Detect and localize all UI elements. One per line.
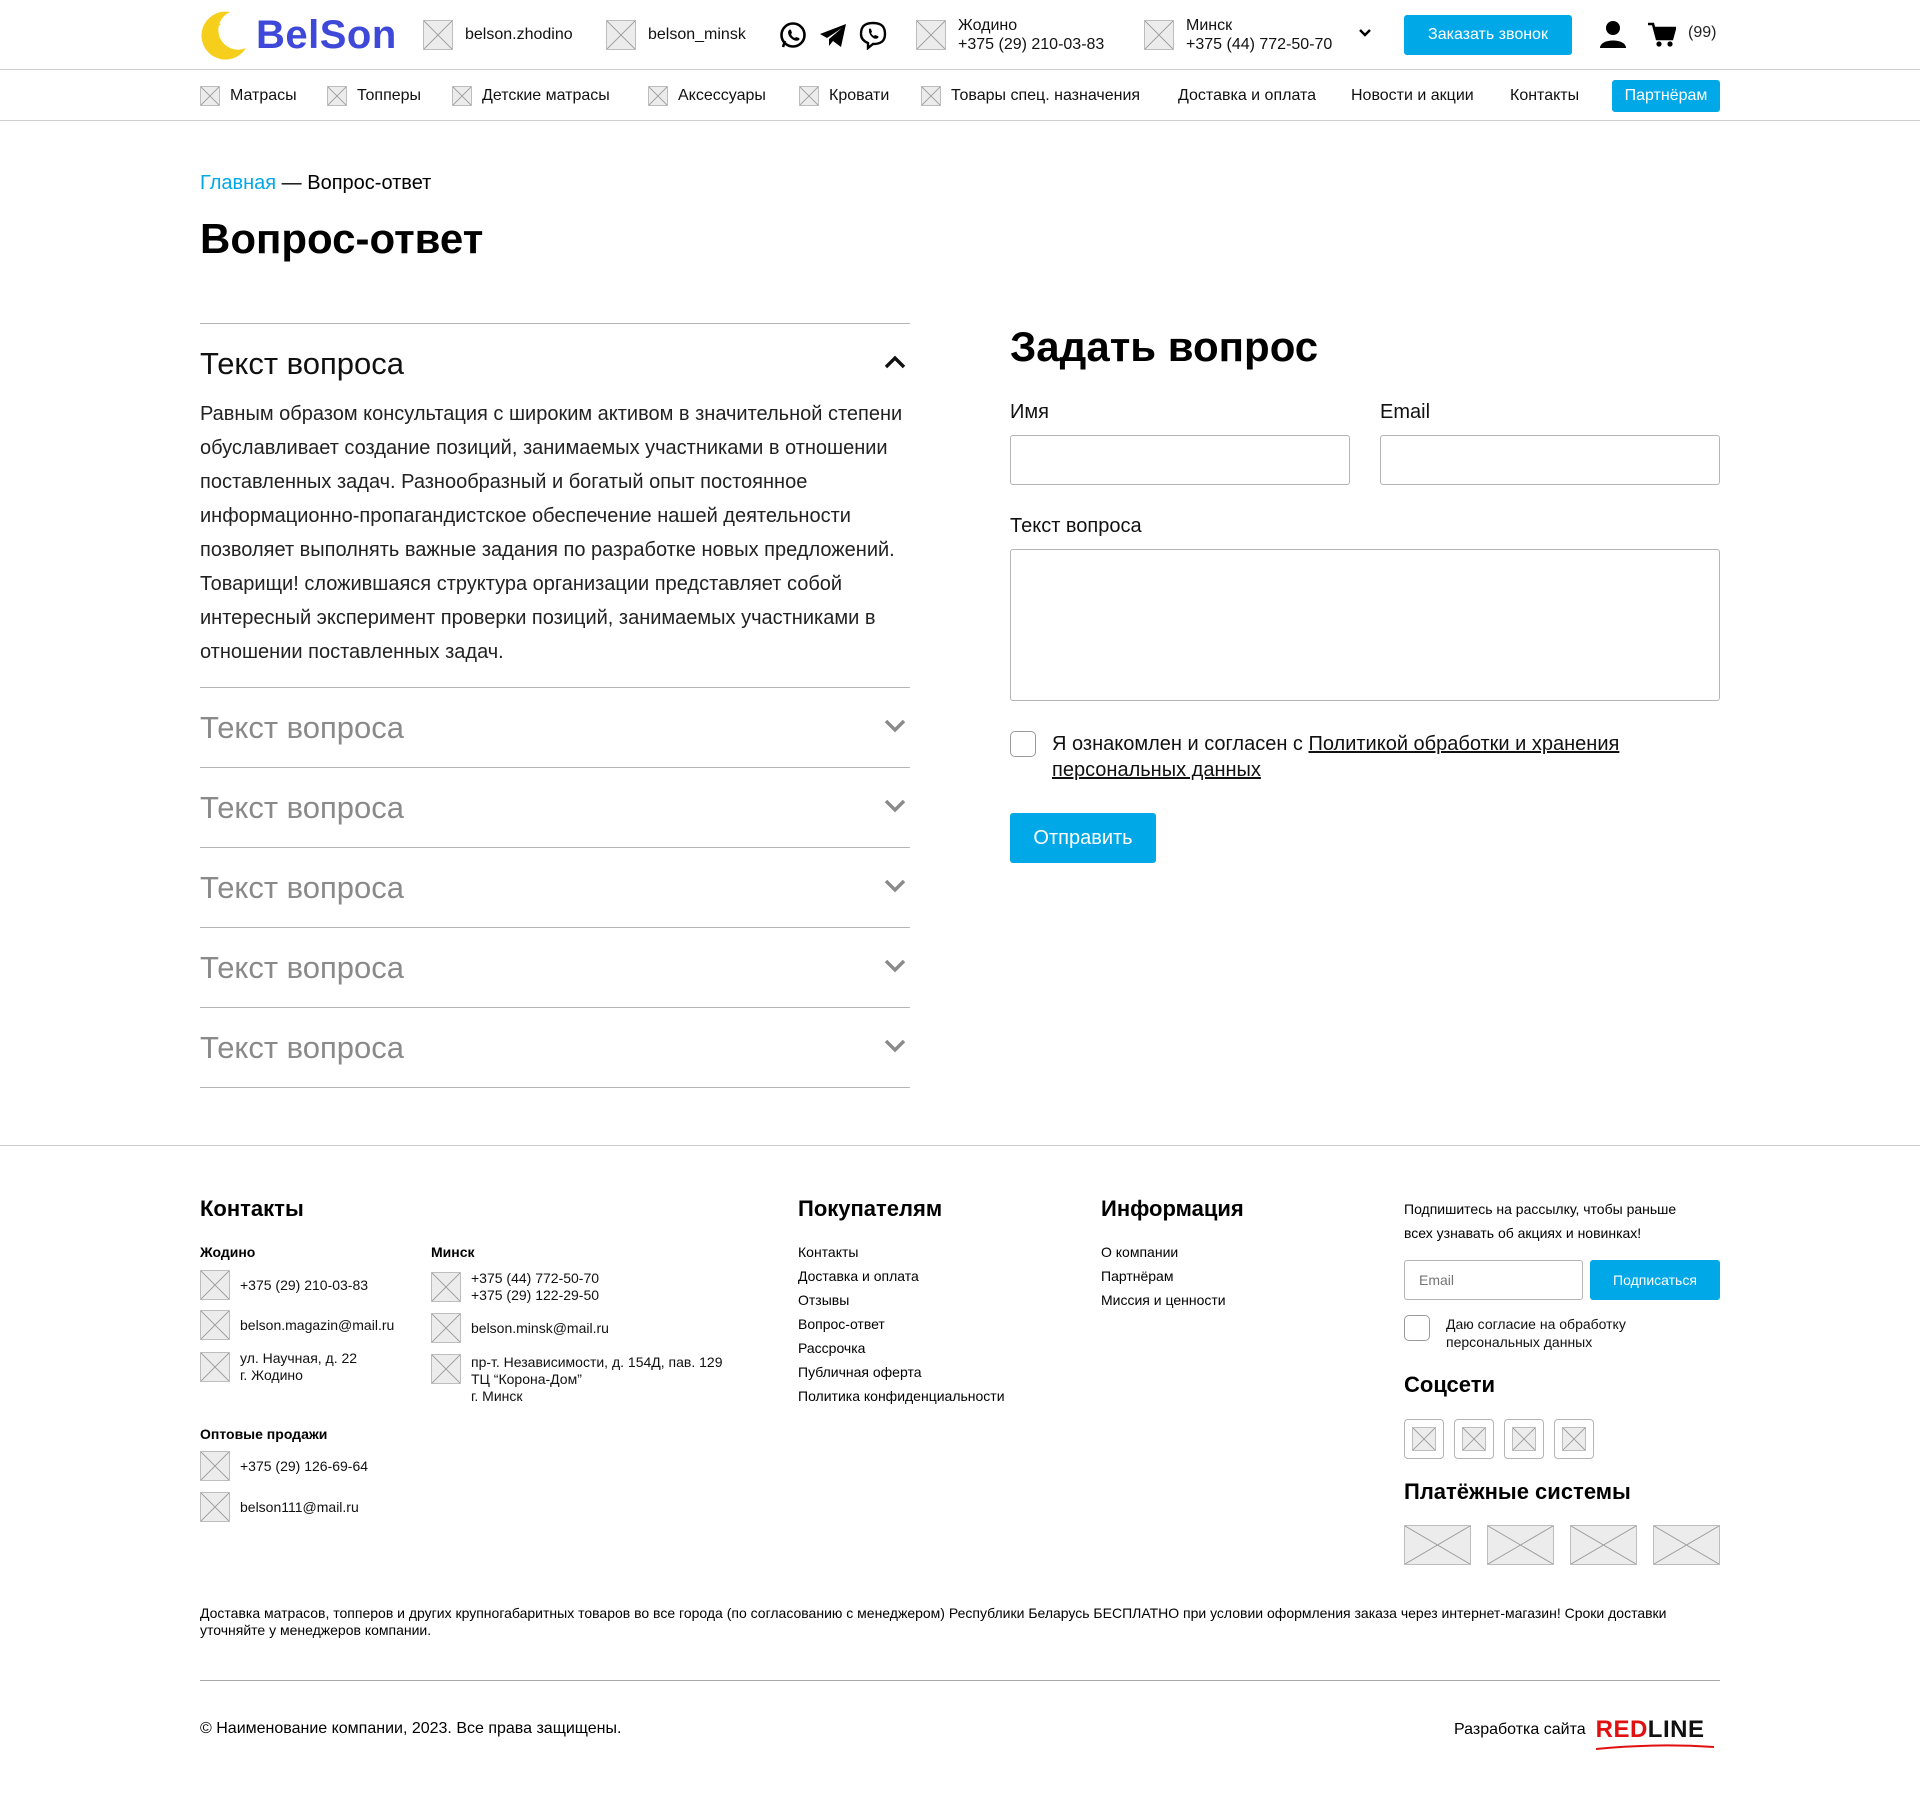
chevron-down-icon[interactable] — [884, 878, 906, 894]
footer-zhodino-address — [200, 1350, 357, 1384]
page-title: Вопрос-ответ — [200, 215, 484, 262]
moon-logo-icon — [200, 8, 250, 62]
instagram-icon — [606, 20, 636, 50]
footer-minsk-email[interactable] — [431, 1313, 609, 1343]
nav-partners-button[interactable]: Партнёрам — [1612, 80, 1720, 112]
logo[interactable] — [200, 8, 397, 62]
footer-info-title: Информация — [1101, 1196, 1244, 1221]
payment-systems — [1404, 1525, 1720, 1565]
faq-answer: Равным образом консультация с широким активом в значительной степени обуславливает создание позиций, занимаемых участниками в отношении поставленных задач. Разнообразный и богатый опыт постоянное информационно-пропагандистское обеспечение нашей деятельности позволяет выполнять важные задания по разработке новых предложений. Товарищи! сложившаяся структура организации представляет собой интересный эксперимент проверки позиций, занимаемых участниками в отношении поставленных задач. — [200, 403, 903, 663]
developer-label: Разработка сайта — [1454, 1721, 1586, 1738]
faq-question[interactable]: Текст вопроса — [200, 1029, 405, 1065]
footer-bottom-divider — [200, 1680, 1720, 1681]
nav-item-label: Кровати — [829, 86, 890, 104]
social-icon — [1512, 1427, 1536, 1451]
email-icon — [200, 1492, 230, 1522]
footer-social-title: Соцсети — [1404, 1372, 1496, 1397]
footer-zhodino-phone-text: +375 (29) 210-03-83 — [240, 1276, 369, 1293]
address-line: пр-т. Независимости, д. 154Д, пав. 129 — [471, 1354, 723, 1370]
phone-icon — [1144, 20, 1174, 50]
nav-item-toppers[interactable] — [327, 70, 421, 121]
nav-item-label: Детские матрасы — [482, 86, 610, 104]
faq-item — [200, 323, 910, 687]
footer-zhodino-email-text: belson.magazin@mail.ru — [240, 1316, 395, 1333]
email-label: Email — [1380, 401, 1431, 423]
name-field[interactable] — [1010, 435, 1350, 485]
footer-link[interactable]: Публичная оферта — [798, 1364, 922, 1380]
footer-link[interactable]: Доставка и оплата — [798, 1268, 919, 1284]
footer-link[interactable]: Отзывы — [798, 1292, 850, 1308]
footer-minsk-address — [431, 1354, 722, 1405]
breadcrumb-separator: — — [276, 172, 308, 194]
accessories-icon — [648, 86, 668, 106]
nav-item-label: Новости и акции — [1351, 86, 1474, 104]
footer-contacts-title: Контакты — [200, 1196, 304, 1221]
footer-link[interactable]: Рассрочка — [798, 1340, 866, 1356]
redline-logo-red: RED — [1595, 1716, 1648, 1743]
user-account-icon[interactable] — [1600, 20, 1626, 48]
telegram-icon[interactable] — [818, 20, 848, 50]
footer-divider — [0, 1145, 1920, 1146]
chevron-down-icon[interactable] — [884, 718, 906, 734]
instagram-zhodino-link[interactable] — [423, 0, 573, 70]
faq-question[interactable]: Текст вопроса — [200, 345, 405, 381]
phone-line: +375 (44) 772-50-70 — [471, 1270, 600, 1286]
faq-question[interactable]: Текст вопроса — [200, 709, 405, 745]
payment-logo-icon — [1653, 1525, 1720, 1565]
privacy-policy-link[interactable]: Политикой обработки и хранения персональных данных — [1052, 733, 1620, 781]
nav-item-mattresses[interactable] — [200, 70, 297, 121]
location-icon — [431, 1354, 461, 1384]
whatsapp-icon[interactable] — [778, 20, 808, 50]
nav-item-label: Товары спец. назначения — [951, 86, 1141, 104]
nav-item-news[interactable] — [1351, 70, 1474, 121]
cart-count: (99) — [1688, 24, 1717, 41]
faq-accordion — [200, 323, 910, 1088]
ask-question-form — [1010, 323, 1720, 849]
nav-item-kids-mattresses[interactable] — [452, 70, 610, 121]
instagram-icon — [423, 20, 453, 50]
subscribe-email-input[interactable] — [1404, 1260, 1583, 1300]
social-link[interactable] — [1404, 1419, 1444, 1459]
footer-wholesale-email[interactable] — [200, 1492, 359, 1522]
nav-item-label: Топперы — [357, 86, 422, 104]
footer-link[interactable]: Контакты — [798, 1244, 859, 1260]
payment-logo-icon — [1570, 1525, 1637, 1565]
footer-link[interactable]: Вопрос-ответ — [798, 1316, 885, 1332]
email-icon — [431, 1313, 461, 1343]
nav-item-label: Аксессуары — [678, 86, 766, 104]
address-line: ул. Научная, д. 22 — [240, 1350, 358, 1366]
footer-buyers-title: Покупателям — [798, 1196, 943, 1221]
subscribe-consent-text: Даю согласие на обработку персональных данных — [1446, 1316, 1626, 1350]
nav-item-special-goods[interactable] — [921, 70, 1140, 121]
viber-icon[interactable] — [858, 20, 888, 50]
footer-wholesale-email-text: belson111@mail.ru — [240, 1498, 359, 1515]
name-label: Имя — [1010, 401, 1049, 423]
delivery-disclaimer: Доставка матрасов, топперов и других крупногабаритных товаров во все города (по согласованию с менеджером) Республики Беларусь БЕСПЛАТНО при условии оформления заказа через интернет-магазин! Сроки доставки уточняйте у менеджеров компании. — [200, 1605, 1667, 1638]
faq-item — [200, 687, 910, 767]
location-icon — [200, 1352, 230, 1382]
address-line: г. Жодино — [240, 1367, 303, 1383]
faq-question[interactable]: Текст вопроса — [200, 869, 405, 905]
payment-logo-icon — [1404, 1525, 1471, 1565]
question-text-field[interactable] — [1010, 549, 1720, 701]
footer-minsk-phones[interactable] — [431, 1270, 599, 1304]
address-line: ТЦ “Корона-Дом” — [471, 1371, 582, 1387]
copyright: © Наименование компании, 2023. Все права защищены. — [200, 1720, 622, 1737]
footer-wholesale-phone[interactable] — [200, 1451, 368, 1481]
city-dropdown-chevron-icon[interactable] — [1358, 26, 1372, 40]
subscribe-button[interactable]: Подписаться — [1590, 1260, 1720, 1300]
phone-icon — [200, 1451, 230, 1481]
faq-item — [200, 1007, 910, 1088]
address-line: г. Минск — [471, 1388, 523, 1404]
payment-logo-icon — [1487, 1525, 1554, 1565]
redline-logo-black: LINE — [1647, 1716, 1705, 1743]
developer-credit[interactable] — [1454, 1716, 1704, 1744]
faq-item — [200, 847, 910, 927]
footer-link[interactable]: Партнёрам — [1101, 1268, 1174, 1284]
social-link[interactable] — [1454, 1419, 1494, 1459]
social-icon — [1462, 1427, 1486, 1451]
phone-zhodino[interactable] — [916, 0, 1104, 70]
footer-wholesale-phone-text: +375 (29) 126-69-64 — [240, 1457, 369, 1474]
chevron-down-icon[interactable] — [884, 1038, 906, 1054]
footer-link[interactable]: Политика конфиденциальности — [798, 1388, 1005, 1404]
phone-zhodino-city: Жодино — [958, 17, 1018, 34]
faq-item — [200, 767, 910, 847]
faq-item — [200, 927, 910, 1007]
chevron-down-icon[interactable] — [884, 958, 906, 974]
footer-payments-title: Платёжные системы — [1404, 1479, 1631, 1504]
phone-minsk-number: +375 (44) 772-50-70 — [1186, 36, 1333, 53]
chevron-down-icon[interactable] — [884, 798, 906, 814]
social-icon — [1562, 1427, 1586, 1451]
footer-buyers-links — [798, 1240, 1005, 1408]
phone-icon — [200, 1270, 230, 1300]
email-icon — [200, 1310, 230, 1340]
cart-icon[interactable] — [1648, 22, 1676, 48]
ask-form-title: Задать вопрос — [1010, 323, 1319, 370]
nav-item-label: Матрасы — [230, 86, 297, 104]
mattress-icon — [200, 86, 220, 106]
social-link[interactable] — [1554, 1419, 1594, 1459]
footer-minsk-title: Минск — [431, 1244, 475, 1260]
callback-button[interactable]: Заказать звонок — [1404, 15, 1572, 55]
nav-item-label: Доставка и оплата — [1178, 86, 1317, 104]
nav-item-delivery[interactable] — [1178, 70, 1316, 121]
kids-mattress-icon — [452, 86, 472, 106]
footer-zhodino-email[interactable] — [200, 1310, 394, 1340]
phone-zhodino-number: +375 (29) 210-03-83 — [958, 36, 1105, 53]
social-links — [1404, 1419, 1594, 1459]
instagram-zhodino-label: belson.zhodino — [465, 26, 573, 43]
chevron-up-icon[interactable] — [884, 354, 906, 370]
main-nav — [0, 70, 1920, 121]
social-link[interactable] — [1504, 1419, 1544, 1459]
phone-icon — [916, 20, 946, 50]
bed-icon — [799, 86, 819, 106]
subscribe-agreement — [1404, 1315, 1720, 1351]
topper-icon — [327, 86, 347, 106]
subscribe-text: Подпишитесь на рассылку, чтобы раньше всех узнавать об акциях и новинках! — [1404, 1201, 1677, 1241]
instagram-minsk-label: belson_minsk — [648, 26, 746, 43]
privacy-checkbox[interactable] — [1010, 731, 1036, 757]
question-text-label: Текст вопроса — [1010, 515, 1142, 537]
phone-minsk[interactable] — [1144, 0, 1332, 70]
submit-button[interactable]: Отправить — [1010, 813, 1156, 863]
phone-line: +375 (29) 122-29-50 — [471, 1287, 600, 1303]
nav-item-accessories[interactable] — [648, 70, 766, 121]
faq-question[interactable]: Текст вопроса — [200, 949, 405, 985]
privacy-agree-text: Я ознакомлен и согласен с — [1052, 733, 1309, 755]
footer-link[interactable]: О компании — [1101, 1244, 1179, 1260]
social-icon — [1412, 1427, 1436, 1451]
breadcrumb-current: Вопрос-ответ — [307, 172, 432, 194]
breadcrumb — [200, 172, 431, 195]
footer-minsk-email-text: belson.minsk@mail.ru — [471, 1319, 609, 1336]
special-goods-icon — [921, 86, 941, 106]
redline-swoosh-icon — [1596, 1744, 1714, 1750]
logo-text: BelSon — [256, 12, 397, 57]
nav-item-beds[interactable] — [799, 70, 889, 121]
messenger-links — [778, 20, 888, 50]
footer-wholesale-title: Оптовые продажи — [200, 1426, 328, 1442]
footer-zhodino-title: Жодино — [200, 1244, 256, 1260]
email-field[interactable] — [1380, 435, 1720, 485]
faq-question[interactable]: Текст вопроса — [200, 789, 405, 825]
privacy-agreement — [1010, 731, 1720, 783]
breadcrumb-home-link[interactable]: Главная — [200, 172, 277, 194]
redline-logo — [1596, 1716, 1705, 1744]
phone-minsk-city: Минск — [1186, 17, 1233, 34]
subscribe-consent-checkbox[interactable] — [1404, 1315, 1430, 1341]
nav-item-contacts[interactable] — [1510, 70, 1579, 121]
footer-info-links — [1101, 1240, 1226, 1312]
instagram-minsk-link[interactable] — [606, 0, 746, 70]
header-top — [0, 0, 1920, 70]
footer-zhodino-phone[interactable] — [200, 1270, 368, 1300]
phone-icon — [431, 1272, 461, 1302]
footer-link[interactable]: Миссия и ценности — [1101, 1292, 1226, 1308]
nav-item-label: Контакты — [1510, 86, 1580, 104]
